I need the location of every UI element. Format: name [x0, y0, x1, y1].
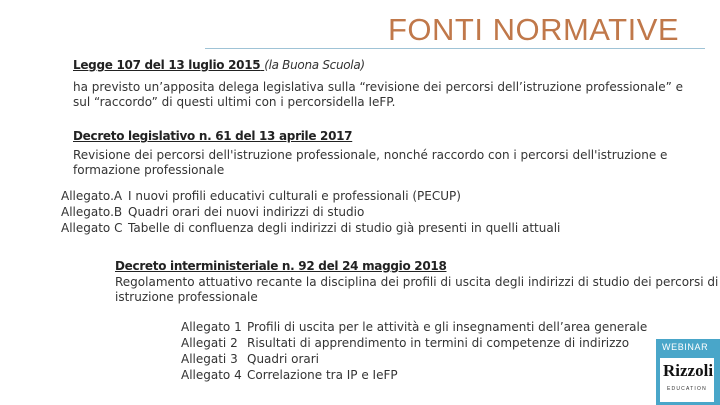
section1-heading: [73, 57, 365, 73]
annex-key: Allegati 3: [181, 352, 238, 366]
list-item: [181, 319, 647, 335]
list-item: [181, 367, 647, 383]
logo-subtitle: EDUCATION: [667, 386, 707, 392]
section2-line-1: Revisione dei percorsi dell'istruzione professionale, nonché raccordo con i percorsi dell'istruzione e: [73, 148, 668, 162]
section3-line-2: istruzione professionale: [115, 290, 258, 304]
rizzoli-logo: [660, 358, 714, 402]
section1-line-2: sul “raccordo” di questi ultimi con i percorsidella IeFP.: [73, 95, 396, 109]
list-item: [61, 204, 560, 220]
annex-text: Quadri orari dei nuovi indirizzi di studio: [128, 205, 365, 219]
section2-annex-list: [61, 188, 560, 236]
list-item: [181, 351, 647, 367]
annex-key: Allegato 1: [181, 320, 242, 334]
annex-text: I nuovi profili educativi culturali e professionali (PECUP): [128, 189, 461, 203]
webinar-badge: WEBINAR: [662, 342, 709, 352]
logo-wordmark: Rizzoli: [663, 361, 714, 380]
section1-heading-text: Legge 107 del 13 luglio 2015: [73, 58, 261, 72]
section2-line-2: formazione professionale: [73, 163, 225, 177]
annex-text: Correlazione tra IP e IeFP: [247, 368, 398, 382]
section3-heading: Decreto interministeriale n. 92 del 24 maggio 2018: [115, 259, 447, 273]
list-item: [181, 335, 647, 351]
list-item: [61, 220, 560, 236]
webinar-brand-box: [656, 339, 720, 405]
annex-text: Tabelle di confluenza degli indirizzi di studio già presenti in quelli attuali: [128, 221, 561, 235]
annex-key: Allegato C: [61, 221, 123, 235]
annex-text: Risultati di apprendimento in termini di competenze di indirizzo: [247, 336, 630, 350]
section2-heading: Decreto legislativo n. 61 del 13 aprile 2017: [73, 129, 353, 143]
annex-key: Allegato.B: [61, 205, 123, 219]
section3-annex-list: [181, 319, 647, 383]
annex-key: Allegati 2: [181, 336, 238, 350]
annex-key: Allegato.A: [61, 189, 123, 203]
annex-text: Quadri orari: [247, 352, 319, 366]
section3-line-1: Regolamento attuativo recante la disciplina dei profili di uscita degli indirizzi di studio dei percorsi di: [115, 275, 719, 289]
section1-note: (la Buona Scuola): [264, 58, 365, 72]
title-underline: [205, 48, 705, 49]
list-item: [61, 188, 560, 204]
page-title: FONTI NORMATIVE: [388, 12, 680, 47]
annex-text: Profili di uscita per le attività e gli insegnamenti dell’area generale: [247, 320, 648, 334]
annex-key: Allegato 4: [181, 368, 242, 382]
section1-line-1: ha previsto un’apposita delega legislativa sulla “revisione dei percorsi dell’istruzione professionale” e: [73, 80, 683, 94]
